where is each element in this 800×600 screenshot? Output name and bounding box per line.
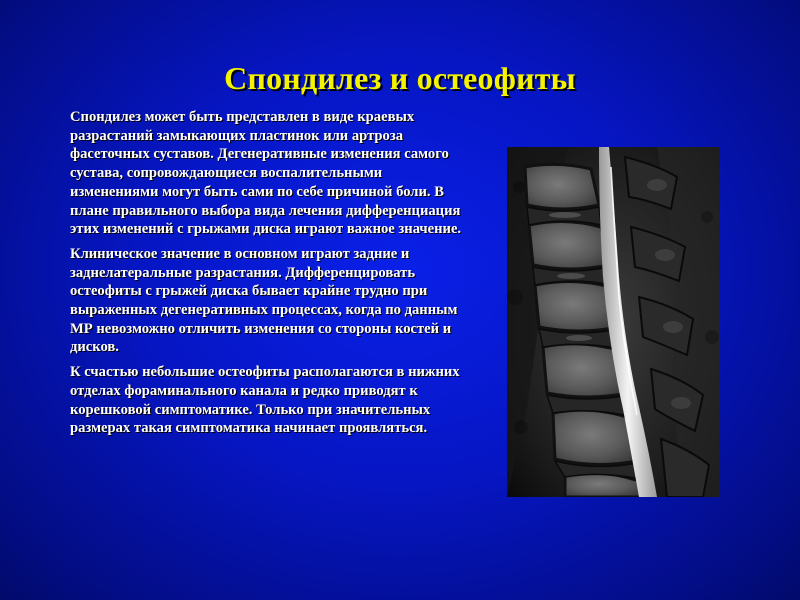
slide-title: Спондилез и остеофиты: [224, 60, 576, 96]
paragraph-3: К счастью небольшие остеофиты располагаются в нижних отделах фораминального канала и редко приводят к корешковой симптоматике. Только при значительных размерах такая симптоматика начинает проявляться.: [70, 364, 460, 437]
paragraph-1: Спондилез может быть представлен в виде краевых разрастаний замыкающих пластинок или артроза фасеточных суставов. Дегенеративные изменения самого сустава, сопровождающиеся воспалительными изменениями могут быть сами по себе причиной боли. В плане правильного выбора вида лечения дифференциация этих изменений с грыжами диска играют важное значение.: [70, 109, 462, 238]
mri-image: [507, 147, 720, 497]
body-text: [70, 108, 462, 444]
spine-mri-illustration: [507, 147, 720, 497]
paragraph-2: Клиническое значение в основном играют задние и заднелатеральные разрастания. Дифференцировать остеофиты с грыжей диска бывает крайне трудно при выраженных дегенеративных процессах, когда по данным МР невозможно отличить изменения со стороны костей и дисков.: [70, 245, 458, 356]
